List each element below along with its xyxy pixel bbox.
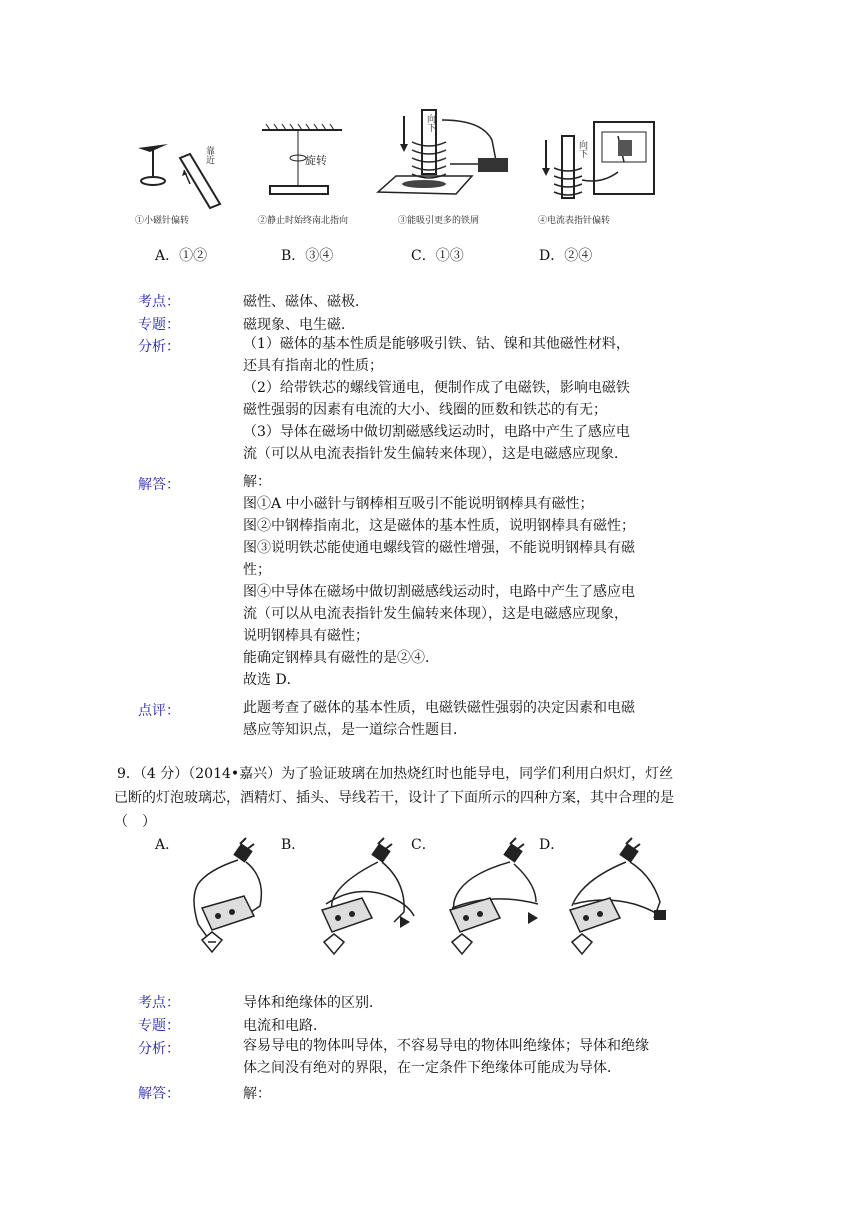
q9-stem-line: 已断的灯泡玻璃芯，酒精灯、插头、导线若干，设计了下面所示的四种方案，其中合理的是	[114, 790, 674, 806]
q9-zhuanti-label: 专题：	[138, 1018, 180, 1034]
figure-3-caption: ③能吸引更多的铁屑	[398, 216, 480, 226]
q8-fenxi-label: 分析：	[138, 339, 180, 355]
figure-3-electromagnet-illustration	[372, 108, 512, 208]
q8-fenxi-line: 还具有指南北的性质；	[243, 358, 383, 374]
q8-jieda-line: 故选 D．	[243, 672, 301, 688]
figure-1-label-near: 靠近	[204, 146, 214, 164]
q9-figure-d-circuit-illustration	[564, 838, 674, 958]
q8-fenxi-line: （1）磁体的基本性质是能够吸引铁、钴、镍和其他磁性材料，	[243, 336, 630, 352]
q9-figure-b-circuit-illustration	[316, 838, 426, 958]
q9-stem-line: 9．（4 分）（2014•嘉兴）为了验证玻璃在加热烧红时也能导电，同学们利用白炽灯，灯丝	[117, 766, 674, 782]
q9-stem-line: （ ）	[114, 814, 156, 830]
figure-2-caption: ②静止时始终南北指向	[258, 216, 349, 226]
q8-zhuanti-label: 专题：	[138, 317, 180, 333]
q9-jieda-label: 解答：	[138, 1086, 180, 1102]
q8-option-a: A．①②	[155, 248, 208, 264]
q8-option-d: D．②④	[539, 248, 593, 264]
q9-fenxi-line: 容易导电的物体叫导体，不容易导电的物体叫绝缘体；导体和绝缘	[243, 1038, 649, 1054]
figure-3-label-down: 向下	[425, 114, 435, 132]
q9-option-c: C．	[411, 837, 436, 853]
figure-2-hanging-bar-illustration	[262, 124, 362, 214]
q9-option-b: B．	[281, 837, 306, 853]
q8-dianping-line: 此题考查了磁体的基本性质，电磁铁磁性强弱的决定因素和电磁	[243, 700, 635, 716]
q8-jieda-line: 能确定钢棒具有磁性的是②④．	[243, 650, 439, 666]
q9-fenxi-line: 体之间没有绝对的界限，在一定条件下绝缘体可能成为导体．	[243, 1060, 621, 1076]
q8-kaodian: 磁性、磁体、磁极．	[243, 294, 369, 310]
q8-fenxi-line: 流（可以从电流表指针发生偏转来体现），这是电磁感应现象．	[243, 446, 628, 462]
q8-jieda-line: 图①A 中小磁针与钢棒相互吸引不能说明钢棒具有磁性；	[243, 496, 594, 512]
q8-jieda-line: 性；	[243, 562, 271, 578]
q8-jieda-line: 图②中钢棒指南北，这是磁体的基本性质，说明钢棒具有磁性；	[243, 518, 635, 534]
q8-jieda-line: 图③说明铁芯能使通电螺线管的磁性增强，不能说明钢棒具有磁	[243, 540, 635, 556]
q8-dianping-line: 感应等知识点，是一道综合性题目．	[243, 722, 467, 738]
q9-jieda-line: 解：	[243, 1086, 271, 1102]
q8-dianping-label: 点评：	[138, 703, 180, 719]
q8-zhuanti: 磁现象、电生磁．	[243, 317, 355, 333]
q9-kaodian-label: 考点：	[138, 995, 180, 1011]
figure-4-galvanometer-illustration	[538, 118, 658, 214]
q8-option-c: C．①③	[411, 248, 464, 264]
q9-zhuanti: 电流和电路．	[243, 1018, 327, 1034]
q8-jieda	[243, 471, 635, 691]
q8-jieda-line: 说明钢棒具有磁性；	[243, 628, 369, 644]
q8-fenxi-line: 磁性强弱的因素有电流的大小、线圈的匝数和铁芯的有无；	[243, 402, 607, 418]
q8-fenxi-line: （3）导体在磁场中做切割磁感线运动时，电路中产生了感应电	[243, 424, 630, 440]
q8-kaodian-label: 考点：	[138, 294, 180, 310]
q9-fenxi-label: 分析：	[138, 1041, 180, 1057]
q8-dianping	[243, 697, 635, 741]
figure-1-compass-illustration	[128, 126, 238, 216]
q9-kaodian: 导体和绝缘体的区别．	[243, 995, 383, 1011]
q9-figure-c-circuit-illustration	[444, 838, 544, 958]
q9-fenxi	[243, 1035, 649, 1079]
q9-stem	[114, 762, 674, 834]
q8-jieda-label: 解答：	[138, 477, 180, 493]
figure-4-label-down: 向下	[577, 140, 587, 158]
q8-fenxi-line: （2）给带铁芯的螺线管通电，便制作成了电磁铁，影响电磁铁	[243, 380, 630, 396]
q8-option-b: B．③④	[281, 248, 334, 264]
figure-1-caption: ①小磁针偏转	[135, 216, 190, 226]
q8-jieda-line: 图④中导体在磁场中做切割磁感线运动时，电路中产生了感应电	[243, 584, 635, 600]
q8-jieda-line: 解：	[243, 474, 271, 490]
q8-fenxi	[243, 333, 630, 465]
q8-jieda-line: 流（可以从电流表指针发生偏转来体现），这是电磁感应现象，	[243, 606, 628, 622]
figure-4-caption: ④电流表指针偏转	[538, 216, 611, 226]
q9-option-a: A．	[155, 837, 180, 853]
figure-2-label-rotate: 旋转	[305, 154, 327, 167]
q9-figure-a-circuit-illustration	[188, 838, 298, 958]
q9-option-d: D．	[539, 837, 565, 853]
